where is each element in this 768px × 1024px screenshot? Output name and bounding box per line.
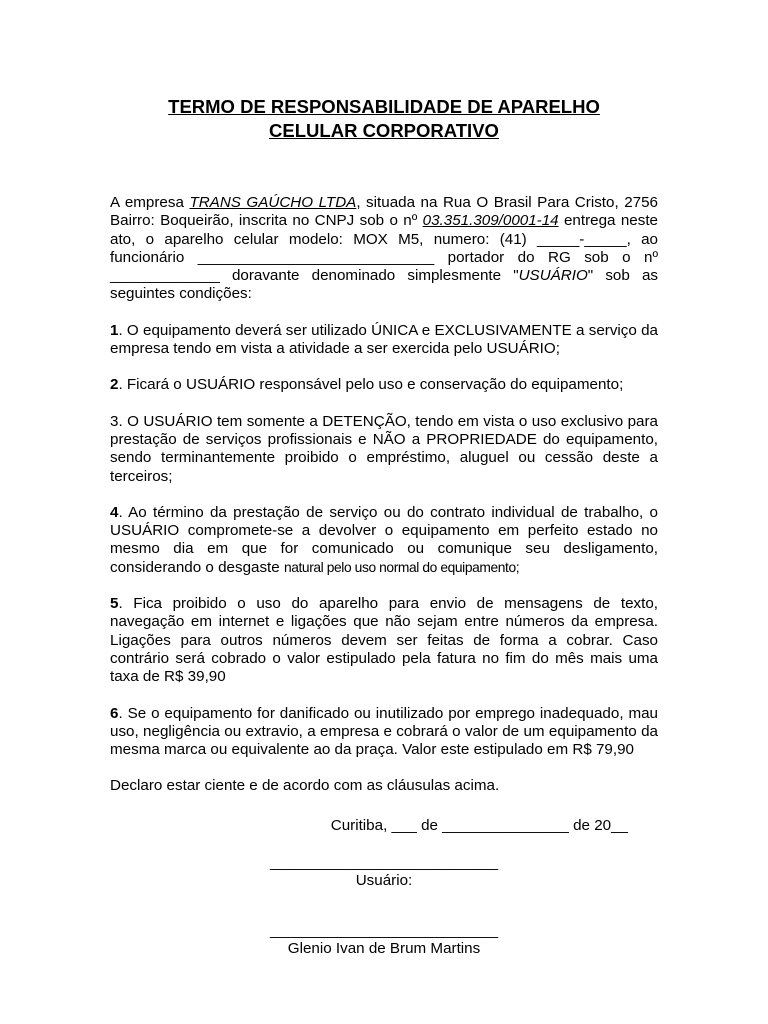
- document-title: [110, 95, 658, 143]
- clause-1-number: 1: [110, 321, 119, 339]
- clause-6-text: . Se o equipamento for danificado ou inutilizado por emprego inadequado, mau uso, negligência ou extravio, a empresa e cobrará o valor de um equipamento da mesma marca ou equivalente ao da praça. Valor este estipulado em R$ 79,90: [110, 704, 658, 759]
- spacer: [110, 759, 658, 777]
- spacer: [110, 687, 658, 705]
- clause-1-text: . O equipamento deverá ser utilizado ÚNICA e EXCLUSIVAMENTE a serviço da empresa tendo em vista a atividade a ser exercida pelo USUÁRIO;: [110, 321, 658, 358]
- clause-6: [110, 705, 658, 760]
- intro-text-1: A empresa: [110, 194, 190, 211]
- spacer: [110, 395, 658, 413]
- user-signature-line: ___________________________: [269, 854, 499, 871]
- intro-text-2: , situada na Rua O Brasil Para Cristo, 2756 Bairro: Boqueirão, inscrita no CNPJ sob o nº: [110, 194, 658, 230]
- declaration: Declaro estar ciente e de acordo com as cláusulas acima.: [110, 777, 500, 795]
- title-line-1: TERMO DE RESPONSABILIDADE DE APARELHO: [168, 96, 600, 117]
- user-signature-label: Usuário:: [355, 872, 413, 889]
- spacer: [110, 304, 658, 322]
- clause-4-number: 4: [110, 503, 119, 521]
- clause-2-text: . Ficará o USUÁRIO responsável pelo uso e conservação do equipamento;: [118, 376, 624, 394]
- clause-2-number: 2: [110, 376, 119, 394]
- date-line: Curitiba, ___ de _______________ de 20__: [330, 817, 628, 834]
- manager-signature-block: [0, 922, 768, 958]
- clause-4-text: . Ao término da prestação de serviço ou do contrato individual de trabalho, o USUÁRIO compromete-se a devolver o equipamento em perfeito estado no mesmo dia em que for comunicado ou comunique seu desligamento, considerando o desgaste: [110, 503, 658, 576]
- intro-text-4: " sob as seguintes condições:: [110, 267, 658, 303]
- clause-6-number: 6: [110, 704, 119, 722]
- clause-4: [110, 504, 658, 577]
- clause-5-number: 5: [110, 595, 119, 613]
- spacer: [110, 358, 658, 376]
- manager-name: Glenio Ivan de Brum Martins: [287, 940, 481, 957]
- clause-5: [110, 595, 658, 686]
- user-signature-block: [0, 854, 768, 890]
- clause-3: [110, 413, 658, 486]
- document-body: [110, 194, 658, 796]
- manager-signature-line: ___________________________: [269, 922, 499, 939]
- company-name: TRANS GAÚCHO LTDA: [189, 194, 357, 211]
- clause-5-text: . Fica proibido o uso do aparelho para envio de mensagens de texto, navegação em internet e ligações que não sejam entre números da empresa. Ligações para outros números devem ser feitas de forma a cobrar. Caso contrário será cobrado o valor estipulado pela fatura no fim do mês mais uma taxa de R$ 39,90: [110, 595, 658, 686]
- cnpj-number: 03.351.309/0001-14: [422, 212, 559, 230]
- user-term: USUÁRIO: [518, 267, 588, 285]
- clause-2: [110, 376, 658, 394]
- title-line-2: CELULAR CORPORATIVO: [269, 120, 499, 141]
- clause-4-condensed-text: natural pelo uso normal do equipamento;: [283, 559, 520, 575]
- spacer: [110, 486, 658, 504]
- spacer: [110, 577, 658, 595]
- clause-1: [110, 322, 658, 359]
- intro-text-3: entrega neste ato, o aparelho celular modelo: MOX M5, numero: (41) _____-_____, ao funcionário ____________________________ portador do RG sob o nº _____________ doravante denominado simplesmente ": [110, 212, 658, 285]
- clause-3-text: 3. O USUÁRIO tem somente a DETENÇÃO, tendo em vista o uso exclusivo para prestação de serviços profissionais e NÃO a PROPRIEDADE do equipamento, sendo terminantemente proibido o empréstimo, aluguel ou cessão deste a terceiros;: [110, 412, 658, 485]
- intro-paragraph: [110, 194, 658, 304]
